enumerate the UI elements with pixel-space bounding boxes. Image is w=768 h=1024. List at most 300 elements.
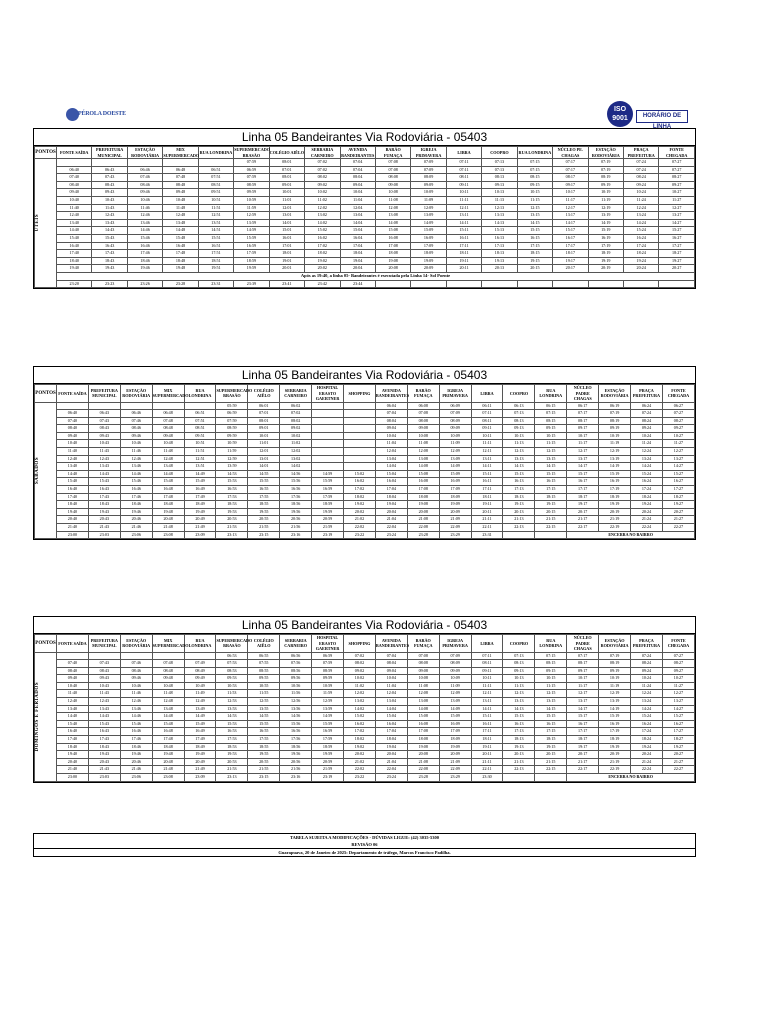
column-header: NÚCLEO PADRE CHAGAS: [567, 385, 599, 403]
column-header: BARÃO FUMAÇA: [375, 147, 410, 159]
time-cell: 20:17: [567, 751, 599, 759]
time-cell: 07:11: [446, 166, 481, 174]
time-cell: 08:49: [184, 667, 216, 675]
time-cell: 14:02: [280, 463, 312, 471]
time-cell: 19:48: [152, 751, 184, 759]
time-cell: 07:09: [411, 159, 446, 167]
time-cell: 14:46: [120, 470, 152, 478]
time-cell: 19:04: [375, 743, 407, 751]
time-cell: 07:40: [57, 417, 89, 425]
time-cell: 11:46: [127, 204, 162, 212]
time-cell: 13:27: [662, 455, 694, 463]
time-cell: 16:24: [624, 234, 659, 242]
time-cell: 18:53: [216, 501, 248, 509]
time-cell: 14:01: [269, 219, 304, 227]
time-cell: 18:40: [57, 257, 92, 265]
time-cell: 20:15: [535, 508, 567, 516]
time-cell: 08:02: [344, 660, 376, 668]
time-cell: 08:43: [88, 667, 120, 675]
time-cell: [659, 280, 695, 288]
time-cell: 19:53: [216, 751, 248, 759]
time-cell: 07:02: [280, 410, 312, 418]
time-cell: 23:13: [216, 774, 248, 782]
time-cell: 06:27: [662, 402, 694, 410]
time-cell: 11:15: [535, 440, 567, 448]
time-cell: 08:15: [517, 174, 552, 182]
time-cell: 06:59: [216, 410, 248, 418]
table-row: [35, 227, 695, 235]
table-row: [35, 728, 695, 736]
day-type-label: [35, 402, 57, 539]
time-cell: 15:24: [631, 470, 663, 478]
time-cell: [88, 652, 120, 660]
column-header: RUA LONDRINA: [535, 385, 567, 403]
time-cell: 20:40: [57, 758, 89, 766]
time-cell: 09:15: [535, 667, 567, 675]
time-cell: 18:55: [248, 743, 280, 751]
time-cell: 16:55: [248, 486, 280, 494]
time-cell: 08:19: [599, 417, 631, 425]
time-cell: 19:53: [216, 508, 248, 516]
time-cell: 16:02: [344, 478, 376, 486]
time-cell: 12:13: [482, 204, 517, 212]
time-cell: 11:15: [517, 196, 552, 204]
table-row: [35, 690, 695, 698]
time-cell: 16:43: [92, 242, 127, 250]
time-cell: 19:56: [280, 751, 312, 759]
time-cell: 19:43: [88, 751, 120, 759]
time-cell: 11:43: [92, 204, 127, 212]
time-cell: 13:08: [407, 698, 439, 706]
time-cell: 07:15: [517, 166, 552, 174]
time-cell: 19:01: [269, 257, 304, 265]
time-cell: 12:15: [535, 448, 567, 456]
time-cell: 08:51: [198, 181, 233, 189]
column-header: RUA LONDRINA: [198, 147, 233, 159]
time-cell: 22:19: [599, 766, 631, 774]
time-cell: 21:40: [57, 766, 89, 774]
time-cell: 07:46: [120, 660, 152, 668]
time-cell: 07:27: [659, 166, 695, 174]
time-cell: 10:27: [662, 675, 694, 683]
time-cell: [503, 774, 535, 782]
time-cell: 10:17: [567, 432, 599, 440]
time-cell: [624, 280, 659, 288]
time-cell: 21:11: [471, 516, 503, 524]
time-cell: 08:40: [57, 425, 89, 433]
time-cell: 07:11: [471, 652, 503, 660]
time-cell: 07:19: [588, 159, 623, 167]
time-cell: 14:43: [88, 470, 120, 478]
time-cell: 11:46: [120, 690, 152, 698]
time-cell: 08:01: [248, 417, 280, 425]
time-cell: 16:53: [216, 486, 248, 494]
time-cell: 07:09: [439, 410, 471, 418]
time-cell: [163, 159, 198, 167]
time-cell: 09:56: [280, 675, 312, 683]
time-cell: 15:09: [439, 470, 471, 478]
time-cell: 09:04: [375, 425, 407, 433]
time-cell: 21:02: [344, 516, 376, 524]
time-cell: 13:17: [567, 455, 599, 463]
time-cell: 16:27: [659, 234, 695, 242]
time-cell: 11:17: [567, 682, 599, 690]
time-cell: 19:02: [344, 743, 376, 751]
time-cell: 10:51: [184, 440, 216, 448]
time-cell: 21:40: [57, 524, 89, 532]
time-cell: 17:19: [599, 728, 631, 736]
time-cell: 08:13: [482, 174, 517, 182]
column-header: RUA LONDRINA: [535, 635, 567, 653]
time-cell: 07:02: [305, 159, 340, 167]
table-row: [35, 166, 695, 174]
time-cell: 13:46: [120, 463, 152, 471]
time-cell: 09:01: [269, 181, 304, 189]
time-cell: 15:15: [535, 713, 567, 721]
time-cell: 12:40: [57, 212, 92, 220]
time-cell: 06:04: [375, 402, 407, 410]
time-cell: 15:27: [662, 470, 694, 478]
time-cell: 13:11: [471, 455, 503, 463]
time-cell: 18:51: [198, 257, 233, 265]
time-cell: 12:53: [216, 698, 248, 706]
column-header: MIX SUPERMERCADO: [152, 385, 184, 403]
time-cell: 12:27: [662, 448, 694, 456]
time-cell: 07:08: [375, 166, 410, 174]
time-cell: 09:19: [599, 667, 631, 675]
time-cell: 08:01: [269, 159, 304, 167]
column-header: IGREJA PRIMAVERA: [411, 147, 446, 159]
time-cell: 11:48: [152, 448, 184, 456]
time-cell: [344, 455, 376, 463]
table-row: [35, 242, 695, 250]
time-cell: 16:46: [120, 728, 152, 736]
time-cell: 12:11: [471, 690, 503, 698]
time-cell: 16:48: [152, 728, 184, 736]
time-cell: 07:27: [659, 159, 695, 167]
time-cell: 06:48: [163, 166, 198, 174]
time-cell: 16:55: [248, 728, 280, 736]
time-cell: 07:01: [248, 410, 280, 418]
time-cell: 07:04: [375, 652, 407, 660]
pontos-header: PONTOS: [35, 635, 57, 653]
time-cell: 08:09: [439, 660, 471, 668]
column-header: PRAÇA PREFEITURA: [624, 147, 659, 159]
time-cell: 17:49: [184, 493, 216, 501]
time-cell: 20:55: [248, 758, 280, 766]
time-cell: 22:17: [567, 766, 599, 774]
time-cell: 08:17: [567, 660, 599, 668]
time-cell: 14:19: [599, 705, 631, 713]
time-cell: 06:53: [216, 652, 248, 660]
time-cell: 14:13: [482, 219, 517, 227]
time-cell: 18:48: [152, 743, 184, 751]
time-cell: 22:27: [662, 524, 694, 532]
time-cell: 20:11: [446, 265, 481, 273]
column-header: SERRARIA CARNEIRO: [280, 385, 312, 403]
time-cell: 20:59: [312, 516, 344, 524]
time-cell: [482, 280, 517, 288]
time-cell: 18:09: [411, 250, 446, 258]
time-cell: 18:15: [517, 250, 552, 258]
time-cell: 22:19: [599, 524, 631, 532]
time-cell: 14:17: [567, 463, 599, 471]
time-cell: 19:15: [535, 501, 567, 509]
time-cell: 20:24: [631, 508, 663, 516]
time-cell: 17:09: [439, 486, 471, 494]
table-row: [35, 743, 695, 751]
time-cell: 08:27: [662, 660, 694, 668]
time-cell: 17:40: [57, 493, 89, 501]
time-cell: 22:24: [631, 766, 663, 774]
time-cell: [312, 440, 344, 448]
time-cell: 18:17: [567, 493, 599, 501]
time-cell: 19:13: [482, 257, 517, 265]
time-cell: 10:46: [120, 440, 152, 448]
time-cell: 18:02: [305, 250, 340, 258]
time-cell: 08:19: [599, 660, 631, 668]
time-cell: 09:01: [248, 425, 280, 433]
time-cell: 13:17: [553, 212, 588, 220]
time-cell: 12:48: [152, 698, 184, 706]
time-cell: 15:15: [517, 227, 552, 235]
time-cell: [57, 159, 92, 167]
time-cell: 17:53: [216, 493, 248, 501]
time-cell: 15:48: [152, 478, 184, 486]
time-cell: ENCERRA NO BAIRRO: [567, 774, 695, 782]
time-cell: 16:02: [344, 720, 376, 728]
time-cell: 14:15: [517, 219, 552, 227]
time-cell: 19:09: [439, 743, 471, 751]
time-cell: 23:03: [88, 774, 120, 782]
time-cell: 09:13: [503, 425, 535, 433]
time-cell: 10:59: [216, 440, 248, 448]
time-cell: 18:15: [535, 736, 567, 744]
time-cell: 16:13: [482, 234, 517, 242]
time-cell: 23:16: [280, 774, 312, 782]
time-cell: 17:24: [624, 242, 659, 250]
table-row: [35, 675, 695, 683]
time-cell: 16:49: [184, 486, 216, 494]
table-row: [35, 470, 695, 478]
time-cell: 20:17: [567, 508, 599, 516]
time-cell: 12:46: [120, 698, 152, 706]
time-cell: 14:56: [280, 713, 312, 721]
time-cell: 18:02: [344, 736, 376, 744]
time-cell: 19:08: [375, 257, 410, 265]
time-cell: 16:56: [280, 728, 312, 736]
time-cell: 13:02: [344, 698, 376, 706]
time-cell: [312, 417, 344, 425]
time-cell: 12:19: [599, 690, 631, 698]
time-cell: 06:40: [57, 410, 89, 418]
table-row: [35, 698, 695, 706]
time-cell: 17:08: [407, 728, 439, 736]
time-cell: 07:13: [482, 159, 517, 167]
time-cell: 14:53: [216, 713, 248, 721]
time-cell: 14:09: [411, 219, 446, 227]
time-cell: 17:40: [57, 736, 89, 744]
time-cell: 17:59: [234, 250, 269, 258]
time-cell: 20:24: [631, 751, 663, 759]
time-cell: 15:04: [375, 470, 407, 478]
time-cell: 09:11: [446, 181, 481, 189]
time-cell: 07:04: [375, 410, 407, 418]
time-cell: 21:59: [312, 524, 344, 532]
time-cell: 12:43: [92, 212, 127, 220]
time-cell: 10:19: [599, 432, 631, 440]
time-cell: 15:15: [535, 470, 567, 478]
time-cell: 07:24: [631, 652, 663, 660]
time-cell: 10:55: [248, 682, 280, 690]
time-cell: 17:55: [248, 493, 280, 501]
column-header: NÚCLEO PE. CHAGAS: [553, 147, 588, 159]
time-cell: 09:02: [344, 667, 376, 675]
time-cell: 23:28: [163, 280, 198, 288]
time-cell: 16:24: [631, 720, 663, 728]
time-cell: 23:24: [375, 531, 407, 539]
time-cell: 16:04: [375, 720, 407, 728]
time-cell: 21:17: [567, 516, 599, 524]
time-cell: 06:43: [88, 410, 120, 418]
table-row: [35, 751, 695, 759]
time-cell: 10:04: [375, 675, 407, 683]
time-cell: 12:11: [471, 448, 503, 456]
time-cell: 19:09: [439, 501, 471, 509]
time-cell: ENCERRA NO BAIRRO: [567, 531, 695, 539]
time-cell: 06:15: [535, 402, 567, 410]
time-cell: 17:43: [92, 250, 127, 258]
time-cell: 06:40: [57, 166, 92, 174]
time-cell: 15:27: [662, 713, 694, 721]
time-cell: 15:56: [280, 478, 312, 486]
table-row: [35, 524, 695, 532]
time-cell: 09:24: [631, 425, 663, 433]
time-cell: 07:59: [216, 417, 248, 425]
company-logo: [66, 108, 126, 124]
time-cell: 15:53: [216, 720, 248, 728]
time-cell: 16:09: [439, 720, 471, 728]
time-cell: 23:20: [57, 280, 92, 288]
time-cell: 19:24: [631, 501, 663, 509]
time-cell: 11:17: [553, 196, 588, 204]
time-cell: 11:27: [662, 440, 694, 448]
time-cell: 18:53: [216, 743, 248, 751]
time-cell: 21:27: [662, 758, 694, 766]
time-cell: 11:01: [248, 440, 280, 448]
time-cell: 19:19: [588, 257, 623, 265]
time-cell: 10:27: [662, 432, 694, 440]
table-row: [35, 516, 695, 524]
time-cell: 07:24: [624, 166, 659, 174]
time-cell: 13:13: [503, 455, 535, 463]
time-cell: 08:13: [503, 660, 535, 668]
time-cell: 07:11: [446, 159, 481, 167]
time-cell: 22:09: [439, 524, 471, 532]
time-cell: 08:08: [407, 417, 439, 425]
time-cell: 19:19: [599, 743, 631, 751]
time-cell: 09:40: [57, 189, 92, 197]
time-cell: 08:43: [92, 181, 127, 189]
time-cell: 20:04: [375, 508, 407, 516]
time-cell: 16:59: [312, 728, 344, 736]
time-cell: 11:19: [599, 440, 631, 448]
time-cell: 09:43: [88, 675, 120, 683]
time-cell: 21:08: [407, 516, 439, 524]
time-cell: [411, 280, 446, 288]
time-cell: 07:43: [88, 417, 120, 425]
time-cell: 19:51: [198, 265, 233, 273]
timetable-title: Linha 05 Bandeirantes Via Rodoviária - 05403: [34, 617, 695, 634]
time-cell: 23:08: [152, 531, 184, 539]
time-cell: 21:19: [599, 516, 631, 524]
time-cell: 21:15: [535, 758, 567, 766]
time-cell: 14:04: [340, 219, 375, 227]
table-row: [35, 501, 695, 509]
time-cell: 13:13: [503, 698, 535, 706]
time-cell: [344, 463, 376, 471]
time-cell: 13:27: [662, 698, 694, 706]
time-cell: 14:27: [662, 705, 694, 713]
time-cell: 13:19: [599, 455, 631, 463]
time-cell: 12:24: [631, 690, 663, 698]
time-cell: 22:04: [375, 524, 407, 532]
time-cell: 15:40: [57, 720, 89, 728]
column-header: COLÉGIO AIÊLO: [269, 147, 304, 159]
time-cell: [503, 531, 535, 539]
time-cell: 06:17: [567, 402, 599, 410]
time-cell: 09:02: [280, 425, 312, 433]
time-cell: 21:43: [88, 524, 120, 532]
column-header: IGREJA PRIMAVERA: [439, 385, 471, 403]
time-cell: 07:02: [305, 166, 340, 174]
table-row: [35, 508, 695, 516]
time-cell: 17:13: [482, 242, 517, 250]
time-cell: 13:08: [375, 212, 410, 220]
column-header: COLÉGIO AIÊLO: [248, 635, 280, 653]
table-row: [35, 265, 695, 273]
column-header: BARÃO FUMAÇA: [407, 635, 439, 653]
time-cell: 21:09: [439, 516, 471, 524]
time-cell: 20:48: [152, 516, 184, 524]
time-cell: 21:17: [567, 758, 599, 766]
time-cell: 17:08: [375, 242, 410, 250]
time-cell: 06:02: [280, 402, 312, 410]
time-cell: [312, 402, 344, 410]
time-cell: 14:49: [184, 713, 216, 721]
column-header: AVENIDA BANDEIRANTES: [375, 385, 407, 403]
table-row: [35, 440, 695, 448]
time-cell: 23:03: [88, 531, 120, 539]
time-cell: 12:46: [120, 455, 152, 463]
time-cell: 12:15: [535, 690, 567, 698]
time-cell: 12:17: [553, 204, 588, 212]
time-cell: 16:08: [407, 478, 439, 486]
time-cell: 10:13: [503, 432, 535, 440]
time-cell: 15:59: [312, 478, 344, 486]
time-cell: 10:51: [198, 196, 233, 204]
time-cell: 14:59: [234, 227, 269, 235]
time-cell: 14:08: [407, 705, 439, 713]
table-row: [35, 181, 695, 189]
time-cell: 16:17: [553, 234, 588, 242]
time-cell: 07:15: [517, 159, 552, 167]
time-cell: 19:11: [471, 501, 503, 509]
time-cell: 23:41: [269, 280, 304, 288]
time-cell: 10:46: [120, 682, 152, 690]
time-cell: 21:56: [280, 766, 312, 774]
time-cell: 19:13: [503, 743, 535, 751]
